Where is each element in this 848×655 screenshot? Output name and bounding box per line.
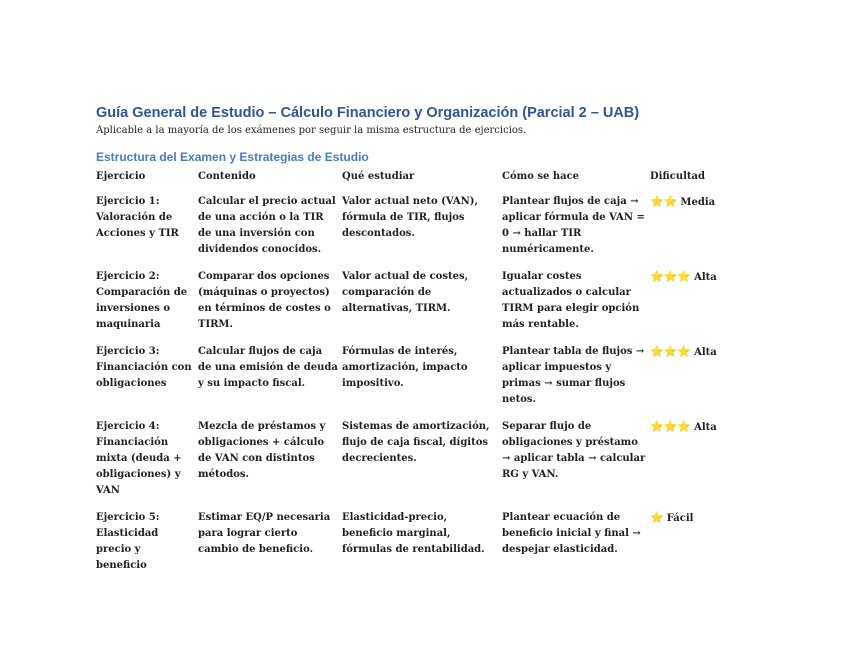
cell-como-se-hace: Plantear tabla de flujos → aplicar impuestos y primas → sumar flujos netos. [502,346,645,405]
table-row [96,269,746,344]
cell-dificultad [650,269,746,344]
header-que-estudiar: Qué estudiar [342,171,415,182]
difficulty-label: Alta [694,272,717,283]
section-heading: Estructura del Examen y Estrategias de Estudio [96,150,369,164]
table-row [96,194,746,269]
header-como-se-hace: Cómo se hace [502,171,580,182]
star-icon: ⭐⭐⭐ [650,345,692,358]
table-header-row [96,169,746,194]
header-ejercicio: Ejercicio [96,171,146,182]
cell-ejercicio: Ejercicio 4: Financiación mixta (deuda + obligaciones) y VAN [96,421,182,496]
cell-dificultad [650,194,746,269]
cell-que-estudiar: Elasticidad-precio, beneficio marginal, fórmulas de rentabilidad. [342,512,485,555]
cell-que-estudiar: Sistemas de amortización, flujo de caja fiscal, dígitos decrecientes. [342,421,490,464]
cell-contenido: Estimar EQ/P necesaria para lograr cierto cambio de beneficio. [198,512,331,555]
star-icon: ⭐⭐⭐ [650,270,692,283]
star-icon: ⭐⭐ [650,195,678,208]
cell-ejercicio: Ejercicio 3: Financiación con obligaciones [96,346,192,389]
cell-contenido: Comparar dos opciones (máquinas o proyectos) en términos de costes o TIRM. [198,271,331,330]
cell-contenido: Calcular flujos de caja de una emisión de deuda y su impacto fiscal. [198,346,338,389]
difficulty-label: Media [680,197,716,208]
cell-contenido: Mezcla de préstamos y obligaciones + cálculo de VAN con distintos métodos. [198,421,326,480]
cell-ejercicio: Ejercicio 5: Elasticidad precio y beneficio [96,512,160,571]
exam-structure-table [96,169,746,585]
cell-que-estudiar: Valor actual neto (VAN), fórmula de TIR, flujos descontados. [342,196,478,239]
cell-dificultad [650,510,746,585]
header-dificultad: Dificultad [650,171,705,182]
document-subtitle: Aplicable a la mayoría de los exámenes por seguir la misma estructura de ejercicios. [96,125,527,136]
table-row [96,510,746,585]
cell-ejercicio: Ejercicio 1: Valoración de Acciones y TIR [96,196,179,239]
document-title: Guía General de Estudio – Cálculo Financiero y Organización (Parcial 2 – UAB) [96,105,640,121]
difficulty-label: Fácil [666,513,694,524]
cell-como-se-hace: Plantear ecuación de beneficio inicial y final → despejar elasticidad. [502,512,641,555]
cell-que-estudiar: Fórmulas de interés, amortización, impacto impositivo. [342,346,468,389]
difficulty-label: Alta [694,422,717,433]
star-icon: ⭐⭐⭐ [650,420,692,433]
cell-dificultad [650,344,746,419]
cell-como-se-hace: Plantear flujos de caja → aplicar fórmula de VAN = 0 → hallar TIR numéricamente. [502,196,645,255]
table-row [96,419,746,510]
cell-contenido: Calcular el precio actual de una acción o la TIR de una inversión con dividendos conocidos. [198,196,336,255]
cell-dificultad [650,419,746,510]
cell-como-se-hace: Igualar costes actualizados o calcular TIRM para elegir opción más rentable. [502,271,640,330]
cell-como-se-hace: Separar flujo de obligaciones y préstamo → aplicar tabla → calcular RG y VAN. [502,421,646,480]
header-contenido: Contenido [198,171,256,182]
table-row [96,344,746,419]
document-page [96,104,756,585]
star-icon: ⭐ [650,511,664,524]
cell-ejercicio: Ejercicio 2: Comparación de inversiones o maquinaria [96,271,188,330]
difficulty-label: Alta [694,347,717,358]
cell-que-estudiar: Valor actual de costes, comparación de alternativas, TIRM. [342,271,469,314]
